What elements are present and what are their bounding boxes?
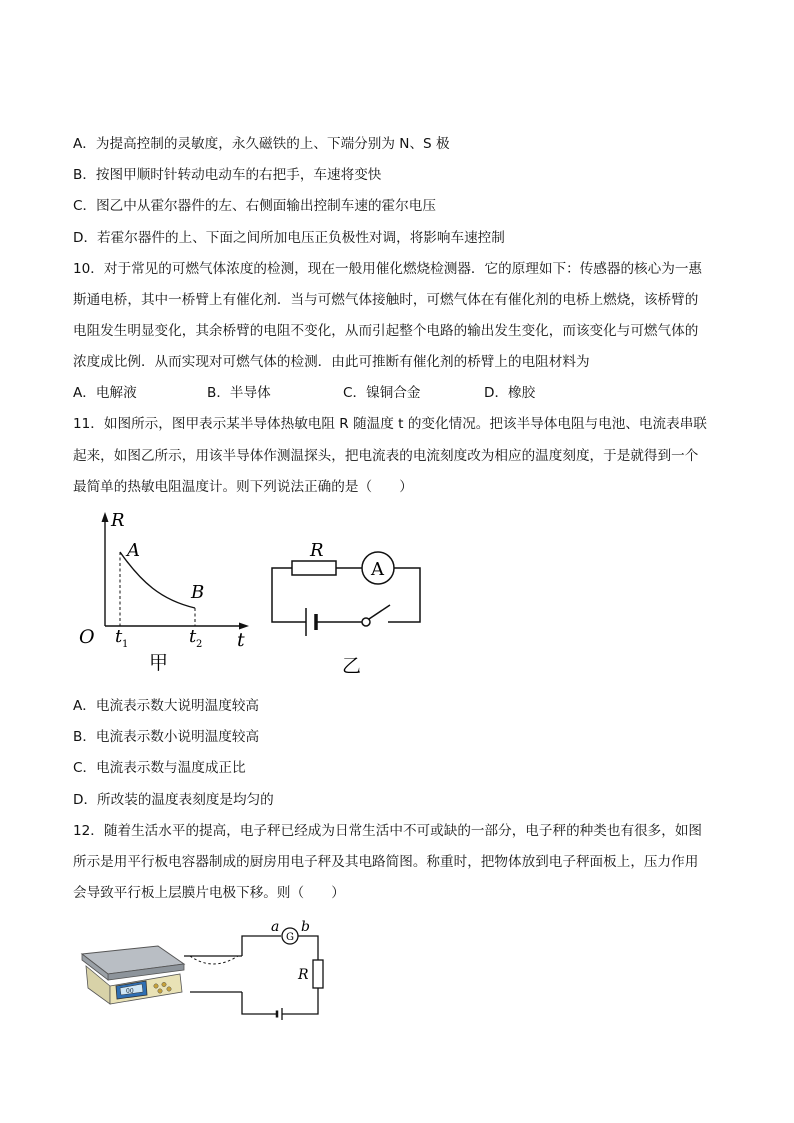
q9-option-b: B．按图甲顺时针转动电动车的右把手，车速将变快 bbox=[73, 167, 382, 183]
q11-option-a: A．电流表示数大说明温度较高 bbox=[73, 698, 260, 714]
circuit-wire-right bbox=[388, 568, 420, 622]
resistor-label: R bbox=[298, 967, 309, 983]
resistor-symbol bbox=[292, 561, 336, 575]
scale-display-value: 00 bbox=[126, 988, 134, 995]
scale-button-4 bbox=[167, 987, 171, 991]
q12-stem-line-3: 会导致平行板上层膜片电极下移。则（ ） bbox=[73, 885, 345, 901]
q11-stem-line-2: 起来，如图乙所示，用该半导体作测温探头，把电流表的电流刻度改为相应的温度刻度，于是就得到一个 bbox=[73, 448, 699, 464]
t2-subscript: 2 bbox=[196, 639, 203, 650]
terminal-b-label: b bbox=[301, 919, 310, 935]
figure-yi-circuit bbox=[262, 536, 432, 678]
wire-right-bottom bbox=[282, 988, 318, 1014]
scale-button-2 bbox=[162, 982, 166, 986]
q10-option-c: C．镍铜合金 bbox=[343, 385, 421, 401]
q10-stem-line-2: 斯通电桥，其中一桥臂上有催化剂．当与可燃气体接触时，可燃气体在有催化剂的电桥上燃烧，该桥臂的 bbox=[73, 292, 699, 308]
y-axis-label: R bbox=[111, 510, 125, 531]
q9-option-d: D．若霍尔器件的上、下面之间所加电压正负极性对调，将影响车速控制 bbox=[73, 230, 505, 246]
q9-option-c: C．图乙中从霍尔器件的左、右侧面输出控制车速的霍尔电压 bbox=[73, 198, 436, 214]
t1-subscript: 1 bbox=[122, 639, 129, 650]
t1-label: t bbox=[115, 626, 123, 647]
x-axis-label: t bbox=[237, 629, 245, 651]
scale-button-1 bbox=[154, 984, 158, 988]
galvanometer-label: G bbox=[286, 932, 294, 943]
circuit-wire-left bbox=[272, 568, 306, 622]
scale-button-3 bbox=[158, 989, 162, 993]
resistor-symbol bbox=[313, 960, 323, 988]
switch-lever bbox=[369, 605, 390, 619]
scale-circuit-diagram bbox=[180, 914, 330, 1026]
q10-option-b: B．半导体 bbox=[207, 385, 271, 401]
electronic-scale-image bbox=[72, 942, 190, 1006]
q9-option-a: A．为提高控制的灵敏度，永久磁铁的上、下端分别为 N、S 极 bbox=[73, 136, 450, 152]
ammeter-label: A bbox=[371, 559, 384, 580]
q11-option-d: D．所改装的温度表刻度是均匀的 bbox=[73, 792, 274, 808]
q11-option-b: B．电流表示数小说明温度较高 bbox=[73, 729, 260, 745]
figure-yi-caption: 乙 bbox=[342, 655, 362, 677]
q10-option-a: A．电解液 bbox=[73, 385, 137, 401]
q11-stem-line-1: 11．如图所示，图甲表示某半导体热敏电阻 R 随温度 t 的变化情况。把该半导体电阻与电池、电流表串联 bbox=[73, 416, 707, 432]
q10-stem-line-3: 电阻发生明显变化，其余桥臂的电阻不变化，从而引起整个电路的输出发生变化，而该变化与可燃气体的 bbox=[73, 323, 699, 339]
q12-stem-line-1: 12．随着生活水平的提高，电子秤已经成为日常生活中不可或缺的一部分，电子秤的种类也有很多，如图 bbox=[73, 823, 703, 839]
point-b-label: B bbox=[191, 582, 205, 603]
deformed-membrane bbox=[190, 956, 238, 964]
wire-right-top bbox=[298, 936, 318, 960]
point-a-label: A bbox=[127, 540, 140, 561]
switch-pivot bbox=[362, 618, 370, 626]
wire-to-galvanometer bbox=[242, 936, 281, 956]
figure-jia-graph bbox=[75, 508, 260, 678]
resistor-label: R bbox=[310, 540, 324, 561]
q10-option-d: D．橡胶 bbox=[484, 385, 536, 401]
origin-label: O bbox=[79, 626, 95, 648]
wire-bottom bbox=[242, 992, 277, 1014]
q11-stem-line-3: 最简单的热敏电阻温度计。则下列说法正确的是（ ） bbox=[73, 479, 413, 495]
terminal-a-label: a bbox=[271, 919, 280, 935]
q10-stem-line-1: 10．对于常见的可燃气体浓度的检测，现在一般用催化燃烧检测器．它的原理如下：传感器的核心为一惠 bbox=[73, 261, 703, 277]
y-axis-arrow-icon bbox=[102, 512, 109, 522]
q12-stem-line-2: 所示是用平行板电容器制成的厨房用电子秤及其电路简图。称重时，把物体放到电子秤面板上，压力作用 bbox=[73, 854, 699, 870]
q11-option-c: C．电流表示数与温度成正比 bbox=[73, 760, 246, 776]
t2-label: t bbox=[189, 626, 197, 647]
q10-stem-line-4: 浓度成比例．从而实现对可燃气体的检测．由此可推断有催化剂的桥臂上的电阻材料为 bbox=[73, 354, 590, 370]
figure-jia-caption: 甲 bbox=[149, 652, 169, 674]
